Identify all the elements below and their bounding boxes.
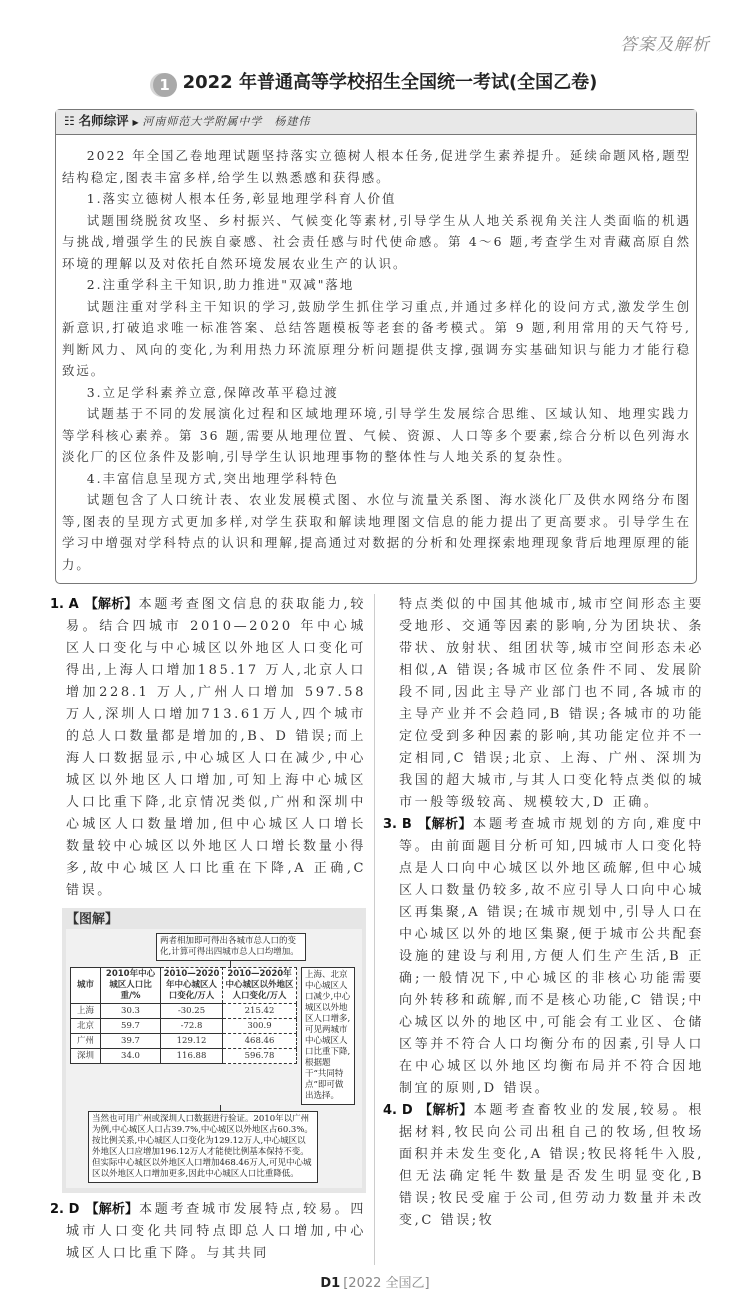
review-body [56,135,696,575]
cell: 34.0 [101,1049,161,1064]
answer-number: 3. B [383,817,412,832]
table-row [71,1049,297,1064]
answer-columns [50,594,712,1265]
analysis-tag: 【解析】 [84,597,138,612]
cell: 39.7 [101,1034,161,1049]
review-heading: 4.丰富信息呈现方式,突出地理学科特色 [86,470,339,486]
answer-text: 本题考查城市规划的方向,难度中等。由前面题目分析可知,四城市人口变化特点是人口向中心城区以外地区疏解,但中心城区人口数量仍较多,故不应引导人口向中心城区再集聚,A 错误;在城市规划中,引导人口在中心城区以外的地区集聚,便于城市公共配套设施的建设与利用,方便人们生产生活,B 正确;一般情况下,中心城区的非核心功能需要向外转移和疏解,而不是核心功能,C 错误;中心城区以外的地区中,可能会有工业区、仓储区等并不符合人口均衡分布的因素,引导人口在中心城区以外地区均衡布局并不符合因地制宜的原则,D 错误。 [399,817,704,1096]
cell: 116.88 [161,1049,223,1064]
right-column [374,594,704,1265]
review-heading: 1.落实立德树人根本任务,彰显地理学科育人价值 [86,191,397,206]
answer-number: 4. D [383,1103,413,1118]
table-row [71,1034,297,1049]
review-paragraph: 试题包含了人口统计表、农业发展模式图、水位与流量关系图、海水淡化厂及供水网络分布图等,图表的呈现方式更加多样,对学生获取和解读地理图文信息的能力提出了更高要求。引导学生在学习中增强对学科特点的认识和理解,提高通过对数据的分析和处理探索地理现象背后地理原理的能力。 [62,492,691,572]
page-title [0,70,750,97]
review-paragraph: 试题围绕脱贫攻坚、乡村振兴、气候变化等素材,引导学生从人地关系视角关注人类面临的机遇与挑战,增强学生的民族自豪感、社会责任感与时代使命感。第 4～6 题,考查学生对青藏高原自然环境的理解以及对依托自然环境发展农业生产的认识。 [62,212,691,271]
answer-4 [383,1100,704,1232]
answer-text: 本题考查图文信息的获取能力,较易。结合四城市 2010—2020 年中心城区人口变化与中心城区以外地区人口变化可得出,上海人口增加185.17 万人,北京人口增加228.1 万人,广州人口增加 597.58 万人,深圳人口增加713.61万人,四个城市的总人口数量都是增加的,B、D 错误;而上海人口数据显示,中心城区人口在减少,中心城区以外地区人口增加,可知上海中心城区人口比重下降,北京情况类似,广州和深圳中心城区人口数量增加,但中心城区人口增长数量较中心城区以外地区人口增长数量小得多,故中心城区人口比重在下降,A 正确,C 错误。 [66,597,366,898]
figure-panel [66,929,362,1188]
answer-text: 本题考查畜牧业的发展,较易。根据材料,牧民向公司出租自己的牧场,但牧场面积并未发生变化,A 错误;牧民将牦牛入股,但无法确定牦牛数量是否发生明显变化,B 错误;牧民受雇于公司,但劳动力数量并未改变,C 错误;牧 [399,1103,704,1228]
page-footer [0,1275,750,1293]
figure-explanation [62,908,366,1193]
page-number: D1 [320,1276,341,1291]
cell: 215.42 [223,1004,297,1019]
cell: -30.25 [161,1004,223,1019]
cell: 广州 [71,1034,101,1049]
cell: -72.8 [161,1019,223,1034]
review-paragraph: 2022 年全国乙卷地理试题坚持落实立德树人根本任务,促进学生素养提升。延续命题风格,题型结构稳定,图表丰富多样,给学生以熟悉感和获得感。 [62,148,691,185]
edition-label: [2022 全国乙] [343,1276,430,1291]
left-column [50,594,372,1265]
triangle-icon: ▶ [132,118,139,127]
col-header: 2010年中心城区人口比重/% [101,968,161,1004]
cell: 468.46 [223,1034,297,1049]
section-header: 答案及解析 [620,35,710,55]
cell: 596.78 [223,1049,297,1064]
title-text: 2022 年普通高等学校招生全国统一考试(全国乙卷) [182,72,598,93]
col-header: 2010—2020年中心城区以外地区人口变化/万人 [223,968,297,1004]
note-bottom: 当然也可用广州或深圳人口数据进行验证。2010年以广州为例,中心城区人口占39.7%,中心城区以外地区占60.3%。按比例关系,中心城区人口变化为129.12万人,中心城区以外地区人口应增加196.12万人才能使比例基本保持不变。但实际中心城区以外地区人口增加468.46万人,可见中心城区以外地区人口增加更多,因此中心城区人口比重降低。 [88,1111,318,1183]
cell: 129.12 [161,1034,223,1049]
population-table [70,967,297,1064]
teacher-review-box [55,109,697,584]
cell: 59.7 [101,1019,161,1034]
cell: 30.3 [101,1004,161,1019]
review-paragraph: 试题注重对学科主干知识的学习,鼓励学生抓住学习重点,并通过多样化的设问方式,激发学生创新意识,打破追求唯一标准答案、总结答题模板等老套的备考模式。第 9 题,利用常用的天气符号,判断风力、风向的变化,为利用热力环流原理分析问题提供支撑,强调夯实基础知识与能力才能行稳致远。 [62,298,691,378]
answer-number: 2. D [50,1202,80,1217]
note-top: 两者相加即可得出各城市总人口的变化,计算可得出四城市总人口均增加。 [156,933,306,961]
table-row [71,1019,297,1034]
review-label: 名师综评 [78,113,129,128]
answer-2-continued: 特点类似的中国其他城市,城市空间形态主要受地形、交通等因素的影响,分为团块状、条带状、放射状、组团状等,城市空间形态未必相似,A 错误;各城市区位条件不同、发展阶段不同,因此主导产业部门也不同,各城市的主导产业并不会趋同,B 错误;各城市的功能定位受到多种因素的影响,其功能定位并不一定相同,C 错误;北京、上海、广州、深圳为我国的超大城市,与其人口变化特点类似的城市一般等级较高、规模较大,D 正确。 [399,597,704,810]
answer-number: 1. A [50,597,79,612]
review-header [56,110,696,135]
cell: 上海 [71,1004,101,1019]
answer-2 [50,1199,366,1265]
figure-label: 【图解】 [66,912,119,927]
analysis-tag: 【解析】 [85,1202,139,1217]
note-right: 上海、北京中心城区人口减少,中心城区以外地区人口增多,可见两城市中心城区人口比重下降,根据题干“共同特点”即可做出选择。 [301,967,355,1105]
cell: 深圳 [71,1049,101,1064]
answer-3 [383,814,704,1100]
analysis-tag: 【解析】 [418,1103,473,1118]
section-number-badge: 1 [153,73,177,97]
table-row [71,1004,297,1019]
list-icon: ☷ [64,114,75,128]
col-header: 2010—2020年中心城区人口变化/万人 [161,968,223,1004]
analysis-tag: 【解析】 [417,817,472,832]
review-author: 河南师范大学附属中学 杨建伟 [142,115,311,128]
review-paragraph: 试题基于不同的发展演化过程和区域地理环境,引导学生发展综合思维、区域认知、地理实践力等学科核心素养。第 36 题,需要从地理位置、气候、资源、人口等多个要素,综合分析以色列海水淡化厂的区位条件及影响,引导学生认识地理事物的整体性与人地关系的复杂性。 [62,406,691,464]
review-heading: 2.注重学科主干知识,助力推进"双减"落地 [86,277,355,292]
figure-middle [70,967,358,1105]
cell: 北京 [71,1019,101,1034]
col-header: 城市 [71,968,101,1004]
answer-text: 本题考查城市发展特点,较易。四城市人口变化共同特点即总人口增加,中心城区人口比重下降。与其共同 [66,1202,366,1261]
cell: 300.9 [223,1019,297,1034]
answer-1 [50,594,366,902]
review-heading: 3.立足学科素养立意,保障改革平稳过渡 [86,384,339,400]
